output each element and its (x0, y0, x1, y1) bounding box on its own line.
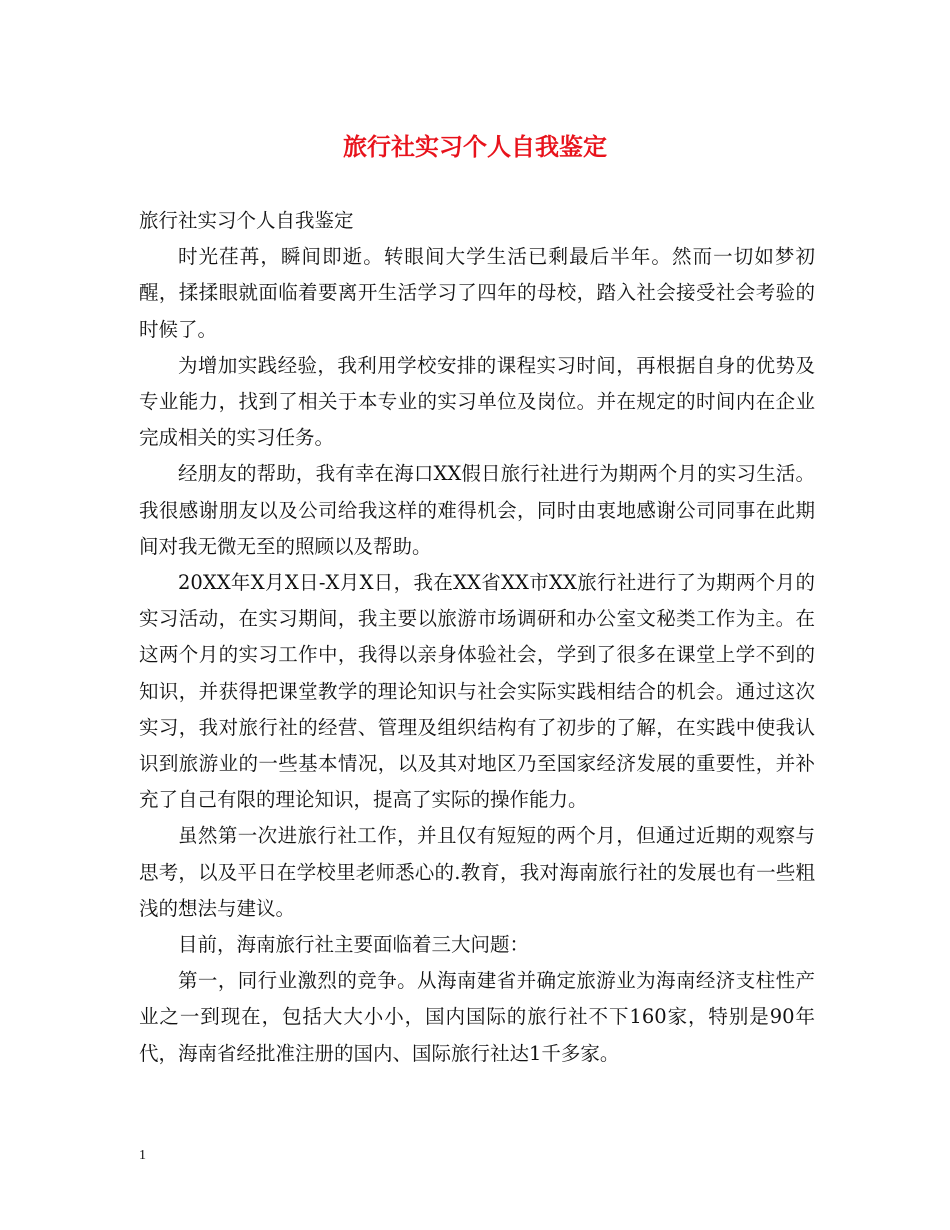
paragraph: 目前，海南旅行社主要面临着三大问题： (178, 933, 530, 957)
paragraph: 时光荏苒，瞬间即逝。转眼间大学生活已剩最后半年。然而一切如梦初醒，揉揉眼就面临着要离开生活学习了四年的母校，踏入社会接受社会考验的时候了。 (139, 245, 815, 341)
document-body (139, 203, 815, 1072)
page-number: 1 (139, 1148, 146, 1163)
paragraph: 20XX年X月X日-X月X日，我在XX省XX市XX旅行社进行了为期两个月的实习活动，在实习期间，我主要以旅游市场调研和办公室文秘类工作为主。在这两个月的实习工作中，我得以亲身体验社会，学到了很多在课堂上学不到的知识，并获得把课堂教学的理论知识与社会实际实践相结合的机会。通过这次实习，我对旅行社的经营、管理及组织结构有了初步的了解，在实践中使我认识到旅游业的一些基本情况，以及其对地区乃至国家经济发展的重要性，并补充了自己有限的理论知识，提高了实际的操作能力。 (139, 571, 815, 812)
paragraph: 旅行社实习个人自我鉴定 (139, 209, 354, 232)
paragraph: 为增加实践经验，我利用学校安排的课程实习时间，再根据自身的优势及专业能力，找到了相关于本专业的实习单位及岗位。并在规定的时间内在企业完成相关的实习任务。 (139, 353, 815, 450)
paragraph: 虽然第一次进旅行社工作，并且仅有短短的两个月，但通过近期的观察与思考，以及平日在学校里老师悉心的.教育，我对海南旅行社的发展也有一些粗浅的想法与建议。 (139, 824, 815, 920)
paragraph: 经朋友的帮助，我有幸在海口XX假日旅行社进行为期两个月的实习生活。我很感谢朋友以及公司给我这样的难得机会，同时由衷地感谢公司同事在此期间对我无微无至的照顾以及帮助。 (139, 462, 815, 558)
paragraph: 第一，同行业激烈的竞争。从海南建省并确定旅游业为海南经济支柱性产业之一到现在，包括大大小小，国内国际的旅行社不下160家，特别是90年代，海南省经批准注册的国内、国际旅行社达1千多家。 (139, 969, 815, 1065)
document-title: 旅行社实习个人自我鉴定 (343, 132, 607, 161)
